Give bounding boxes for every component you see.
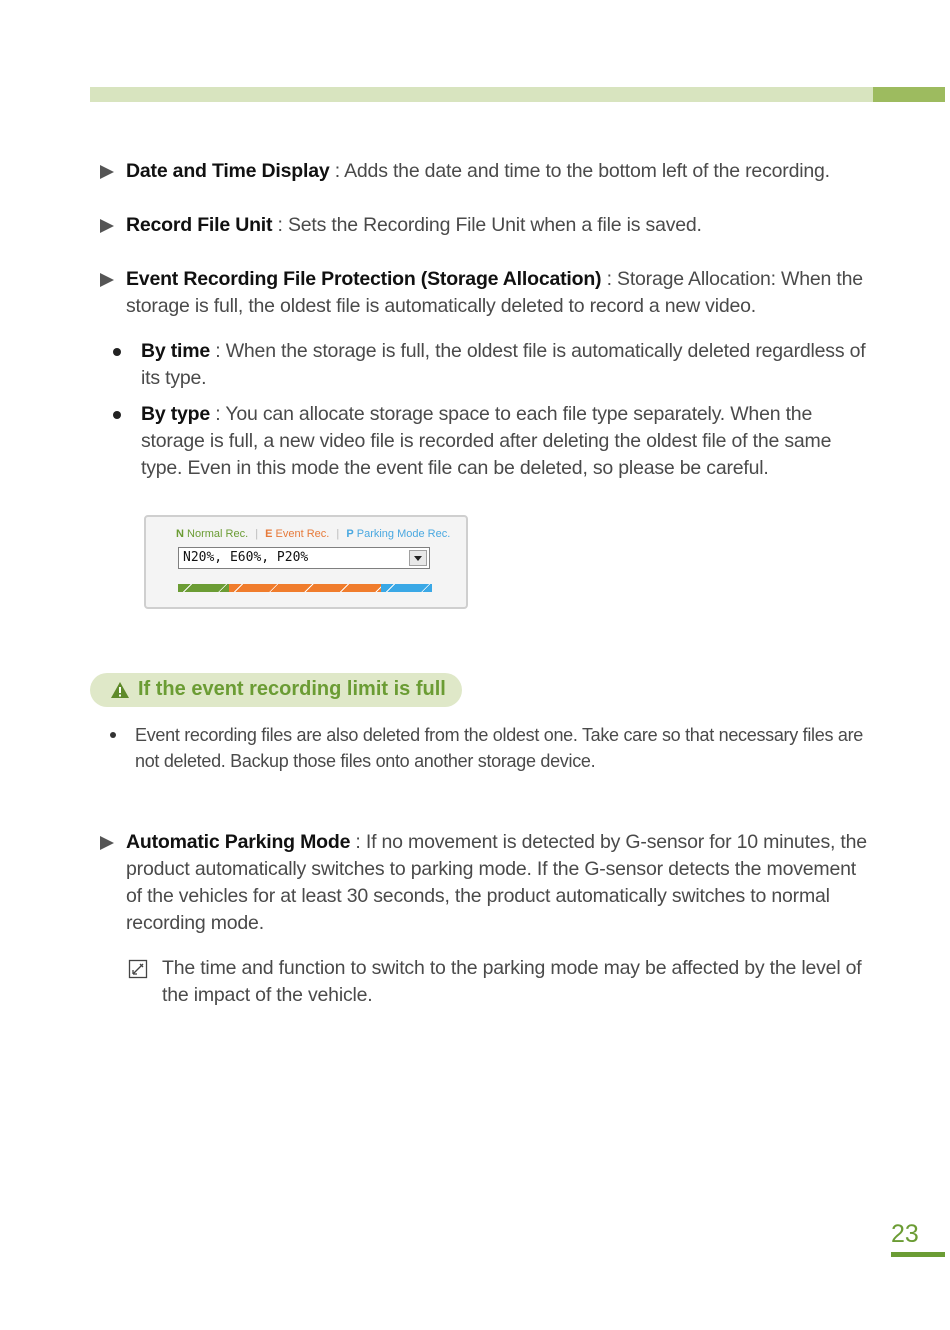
dot-bullet-icon xyxy=(113,348,121,356)
page-number: 23 xyxy=(891,1220,919,1248)
warning-title: If the event recording limit is full xyxy=(138,678,446,700)
item-term: Record File Unit xyxy=(126,214,273,236)
legend-event-letter: E xyxy=(265,528,273,540)
triangle-bullet-icon xyxy=(100,836,114,850)
header-bar-accent xyxy=(873,87,945,102)
legend-separator: | xyxy=(255,528,259,540)
item-term: Date and Time Display xyxy=(126,160,330,182)
storage-legend xyxy=(176,528,450,540)
item-record-file-unit xyxy=(100,212,875,239)
triangle-bullet-icon xyxy=(100,273,114,287)
sub-item-by-time xyxy=(113,338,873,392)
allocation-segment-parking xyxy=(381,584,432,592)
dot-bullet-icon xyxy=(110,732,116,738)
memo-text: The time and function to switch to the parking mode may be affected by the level of the impact of the vehicle. xyxy=(162,957,862,1006)
item-term: Event Recording File Protection (Storage Allocation) xyxy=(126,268,602,290)
item-desc: : Adds the date and time to the bottom left of the recording. xyxy=(329,160,830,182)
storage-allocation-widget xyxy=(144,515,468,609)
storage-allocation-select[interactable] xyxy=(178,547,430,569)
warning-bullet xyxy=(108,722,878,774)
legend-separator: | xyxy=(336,528,340,540)
allocation-segment-event xyxy=(229,584,381,592)
storage-allocation-value: N20%, E60%, P20% xyxy=(183,550,309,565)
legend-event-label: Event Rec. xyxy=(275,528,330,540)
chevron-down-icon xyxy=(414,556,422,561)
item-desc: : Storage Allocation: When the storage is full, the oldest file is automatically deleted to record a new video. xyxy=(126,268,863,317)
item-automatic-parking-mode xyxy=(100,829,875,937)
sub-item-desc: : When the storage is full, the oldest file is automatically deleted regardless of its type. xyxy=(141,340,866,389)
item-date-time-display xyxy=(100,158,875,185)
page-number-underline xyxy=(891,1252,945,1257)
legend-normal-letter: N xyxy=(176,528,184,540)
memo-note xyxy=(128,955,873,1009)
item-event-file-protection xyxy=(100,266,875,320)
triangle-bullet-icon xyxy=(100,219,114,233)
warning-bullet-text: Event recording files are also deleted from the oldest one. Take care so that necessary files are not deleted. Backup those files onto another storage device. xyxy=(135,725,863,771)
triangle-bullet-icon xyxy=(100,165,114,179)
legend-parking-label: Parking Mode Rec. xyxy=(356,528,451,540)
sub-item-desc: : You can allocate storage space to each file type separately. When the storage is full, a new video file is recorded after deleting the oldest file of the same type. Even in this mode the event file can be deleted, so please be careful. xyxy=(141,403,832,479)
item-desc: : If no movement is detected by G-sensor for 10 minutes, the product automatically switches to parking mode. If the G-sensor detects the movement of the vehicles for at least 30 seconds, the product automatically switches to normal recording mode. xyxy=(126,831,867,934)
sub-item-term: By type xyxy=(141,403,211,425)
legend-parking-letter: P xyxy=(346,528,354,540)
header-bar xyxy=(90,87,873,102)
dropdown-button[interactable] xyxy=(409,550,427,566)
dot-bullet-icon xyxy=(113,411,121,419)
legend-normal-label: Normal Rec. xyxy=(187,528,249,540)
warning-triangle-icon xyxy=(110,681,130,699)
sub-item-term: By time xyxy=(141,340,211,362)
memo-note-icon xyxy=(128,959,148,979)
allocation-segment-normal xyxy=(178,584,229,592)
storage-allocation-bar xyxy=(178,584,432,592)
sub-item-by-type xyxy=(113,401,873,482)
warning-heading xyxy=(90,673,462,707)
item-desc: : Sets the Recording File Unit when a file is saved. xyxy=(272,214,702,236)
item-term: Automatic Parking Mode xyxy=(126,831,351,853)
